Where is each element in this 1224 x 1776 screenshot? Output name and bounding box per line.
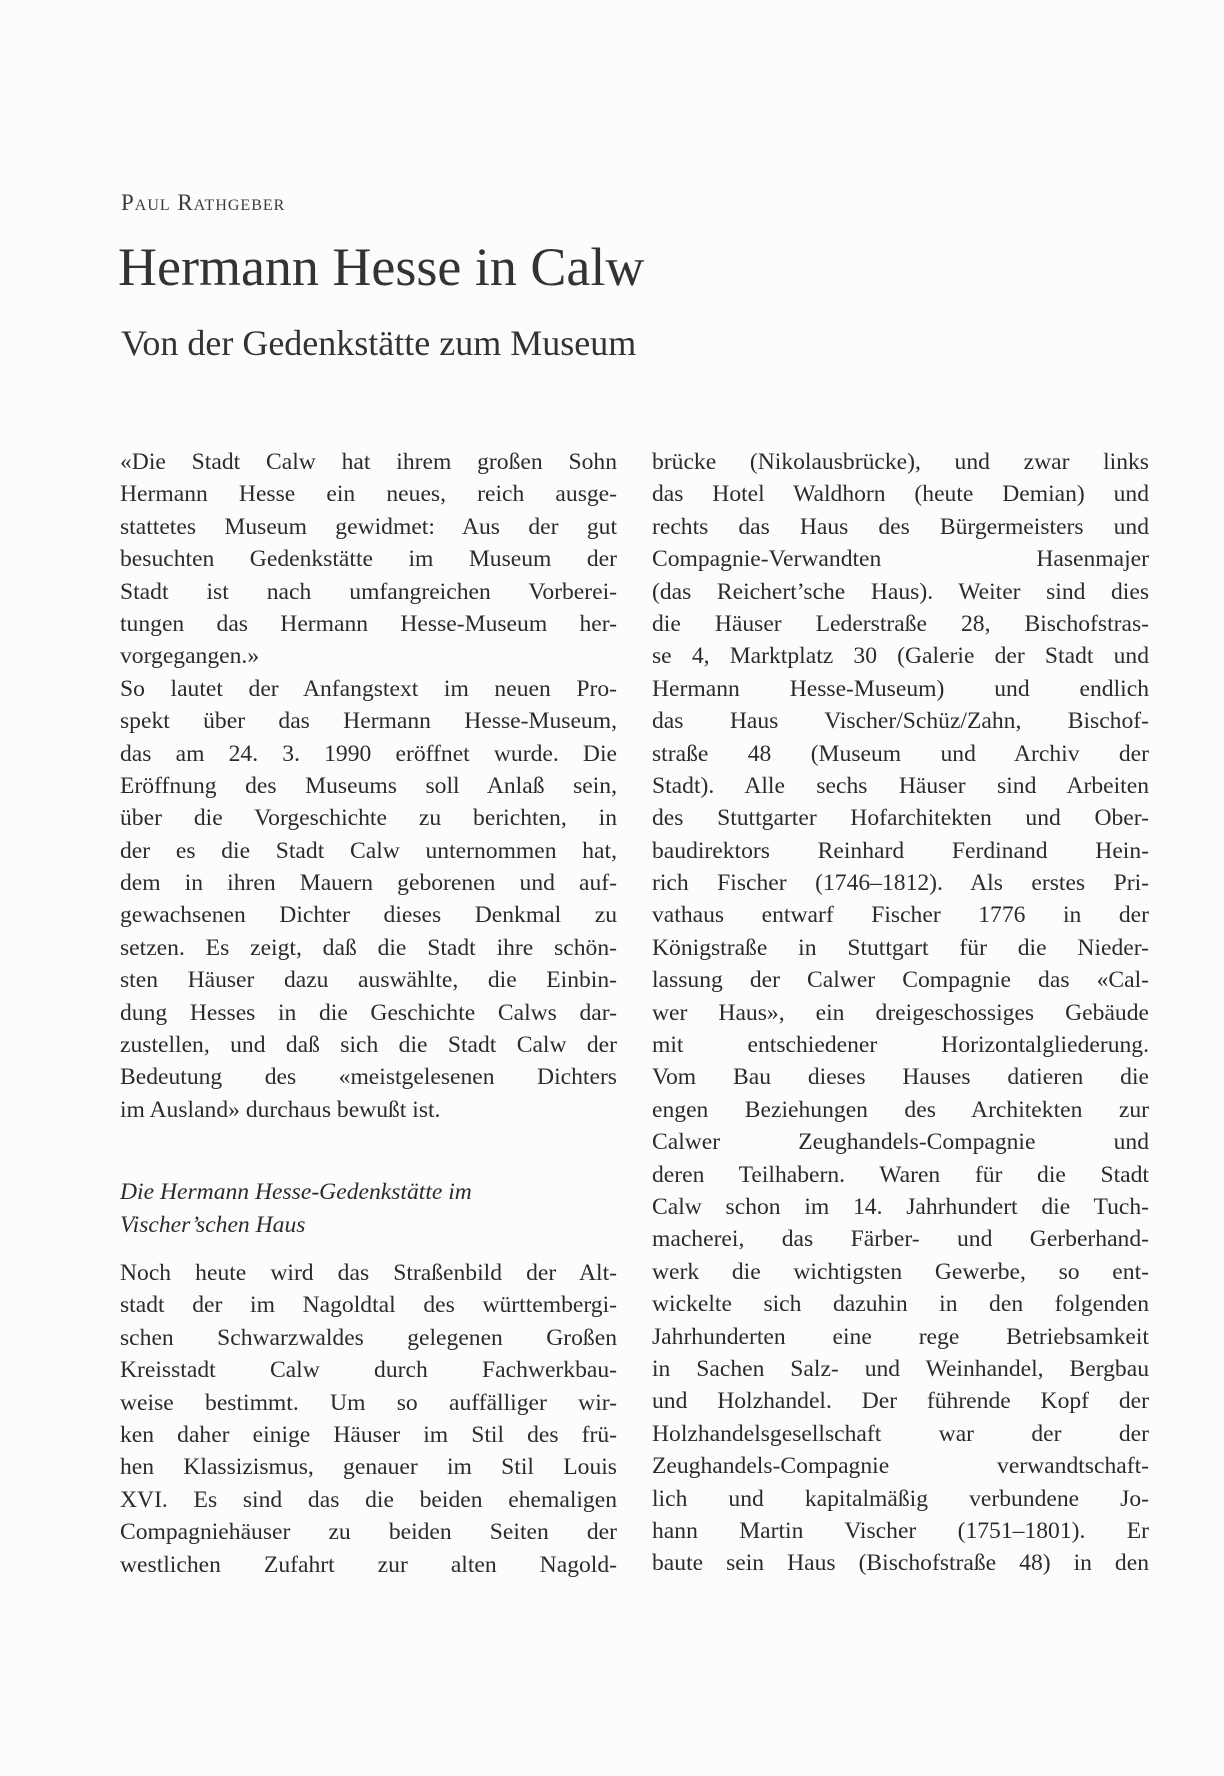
text-line: wer Haus», ein dreigeschossiges Gebäude — [652, 999, 1149, 1026]
intro-paragraph — [120, 673, 617, 1126]
text-line: werk die wichtigsten Gewerbe, so ent- — [652, 1258, 1149, 1285]
text-line: in Sachen Salz- und Weinhandel, Bergbau — [652, 1355, 1149, 1382]
text-line: mit entschiedener Horizontalgliederung. — [652, 1032, 1149, 1059]
text-line: Compagnie-Verwandten Hasenmajer — [652, 546, 1149, 573]
text-line: Hermann Hesse-Museum) und endlich — [652, 675, 1149, 702]
text-line: Vom Bau dieses Hauses datieren die — [652, 1064, 1149, 1091]
text-line: Stadt). Alle sechs Häuser sind Arbeiten — [652, 772, 1149, 799]
text-line: ken daher einige Häuser im Stil des frü- — [120, 1421, 617, 1448]
text-line: das Haus Vischer/Schüz/Zahn, Bischof- — [652, 708, 1149, 735]
heading-gap — [120, 1241, 617, 1257]
text-line: Compagniehäuser zu beiden Seiten der — [120, 1519, 617, 1546]
text-line: stattetes Museum gewidmet: Aus der gut — [120, 513, 617, 540]
article-title: Hermann Hesse in Calw — [118, 237, 645, 297]
text-line: besuchten Gedenkstätte im Museum der — [120, 546, 617, 573]
text-line: XVI. Es sind das die beiden ehemaligen — [120, 1486, 617, 1513]
text-line: Eröffnung des Museums soll Anlaß sein, — [120, 772, 617, 799]
text-line: weise bestimmt. Um so auffälliger wir- — [120, 1389, 617, 1416]
text-line: des Stuttgarter Hofarchitekten und Ober- — [652, 805, 1149, 832]
text-line: tungen das Hermann Hesse-Museum her- — [120, 610, 617, 637]
section-heading — [120, 1176, 617, 1241]
text-line: se 4, Marktplatz 30 (Galerie der Stadt und — [652, 643, 1149, 670]
article-subtitle: Von der Gedenkstätte zum Museum — [121, 323, 637, 363]
text-line: das am 24. 3. 1990 eröffnet wurde. Die — [120, 740, 617, 767]
text-line: westlichen Zufahrt zur alten Nagold- — [120, 1551, 617, 1578]
text-line: baute sein Haus (Bischofstraße 48) in den — [652, 1550, 1149, 1577]
text-line: brücke (Nikolausbrücke), und zwar links — [652, 449, 1149, 475]
text-line: Holzhandelsgesellschaft war der der — [652, 1420, 1149, 1447]
text-line: lich und kapitalmäßig verbundene Jo- — [652, 1485, 1149, 1512]
text-line: zustellen, und daß sich die Stadt Calw der — [120, 1032, 617, 1059]
text-line: (das Reichert’sche Haus). Weiter sind dies — [652, 578, 1149, 605]
text-line: stadt der im Nagoldtal des württembergi- — [120, 1292, 617, 1319]
section-gap — [120, 1126, 617, 1176]
text-line: So lautet der Anfangstext im neuen Pro- — [120, 675, 617, 702]
text-line: lassung der Calwer Compagnie das «Cal- — [652, 967, 1149, 994]
text-line: sten Häuser dazu auswählte, die Einbin- — [120, 967, 617, 994]
text-line: straße 48 (Museum und Archiv der — [652, 740, 1149, 767]
text-line: das Hotel Waldhorn (heute Demian) und — [652, 481, 1149, 508]
text-line: «Die Stadt Calw hat ihrem großen Sohn — [120, 449, 617, 475]
text-line: gewachsenen Dichter dieses Denkmal zu — [120, 902, 617, 929]
text-line: macherei, das Färber- und Gerberhand- — [652, 1226, 1149, 1253]
text-line: Jahrhunderten eine rege Betriebsamkeit — [652, 1323, 1149, 1350]
text-line: wickelte sich dazuhin in den folgenden — [652, 1291, 1149, 1318]
text-line: engen Beziehungen des Architekten zur — [652, 1096, 1149, 1123]
text-line: über die Vorgeschichte zu berichten, in — [120, 805, 617, 832]
text-line: Königstraße in Stuttgart für die Nieder- — [652, 934, 1149, 961]
text-line: hen Klassizismus, genauer im Stil Louis — [120, 1454, 617, 1481]
text-line: der es die Stadt Calw unternommen hat, — [120, 837, 617, 864]
right-column — [652, 446, 1149, 1580]
text-line: dung Hesses in die Geschichte Calws dar- — [120, 999, 617, 1026]
text-line: Stadt ist nach umfangreichen Vorberei- — [120, 578, 617, 605]
heading-line: Die Hermann Hesse-Gedenkstätte im — [120, 1179, 472, 1206]
text-line: Hermann Hesse ein neues, reich ausge- — [120, 481, 617, 508]
text-line: baudirektors Reinhard Ferdinand Hein- — [652, 837, 1149, 864]
text-line: im Ausland» durchaus bewußt ist. — [120, 1096, 441, 1123]
text-line: dem in ihren Mauern geborenen und auf- — [120, 870, 617, 897]
text-line: die Häuser Lederstraße 28, Bischofstras- — [652, 610, 1149, 637]
text-line: schen Schwarzwaldes gelegenen Großen — [120, 1324, 617, 1351]
text-line: rich Fischer (1746–1812). Als erstes Pri- — [652, 870, 1149, 897]
text-line: Bedeutung des «meistgelesenen Dichters — [120, 1064, 617, 1091]
author-name: Paul Rathgeber — [121, 190, 286, 215]
text-line: Noch heute wird das Straßenbild der Alt- — [120, 1259, 617, 1286]
text-line: rechts das Haus des Bürgermeisters und — [652, 513, 1149, 540]
text-line: vathaus entwarf Fischer 1776 in der — [652, 902, 1149, 929]
text-line: und Holzhandel. Der führende Kopf der — [652, 1388, 1149, 1415]
text-line: deren Teilhabern. Waren für die Stadt — [652, 1161, 1149, 1188]
heading-line: Vischer’schen Haus — [120, 1211, 306, 1238]
text-line: vorgegangen.» — [120, 643, 260, 670]
text-line: Calwer Zeughandels-Compagnie und — [652, 1129, 1149, 1156]
left-column — [120, 446, 617, 1581]
text-line: Zeughandels-Compagnie verwandtschaft- — [652, 1453, 1149, 1480]
text-line: Kreisstadt Calw durch Fachwerkbau- — [120, 1357, 617, 1384]
intro-quote — [120, 446, 617, 673]
text-line: hann Martin Vischer (1751–1801). Er — [652, 1517, 1149, 1544]
section-paragraph — [120, 1257, 617, 1581]
text-line: spekt über das Hermann Hesse-Museum, — [120, 708, 617, 735]
text-line: Calw schon im 14. Jahrhundert die Tuch- — [652, 1193, 1149, 1220]
text-line: setzen. Es zeigt, daß die Stadt ihre schön- — [120, 934, 617, 961]
